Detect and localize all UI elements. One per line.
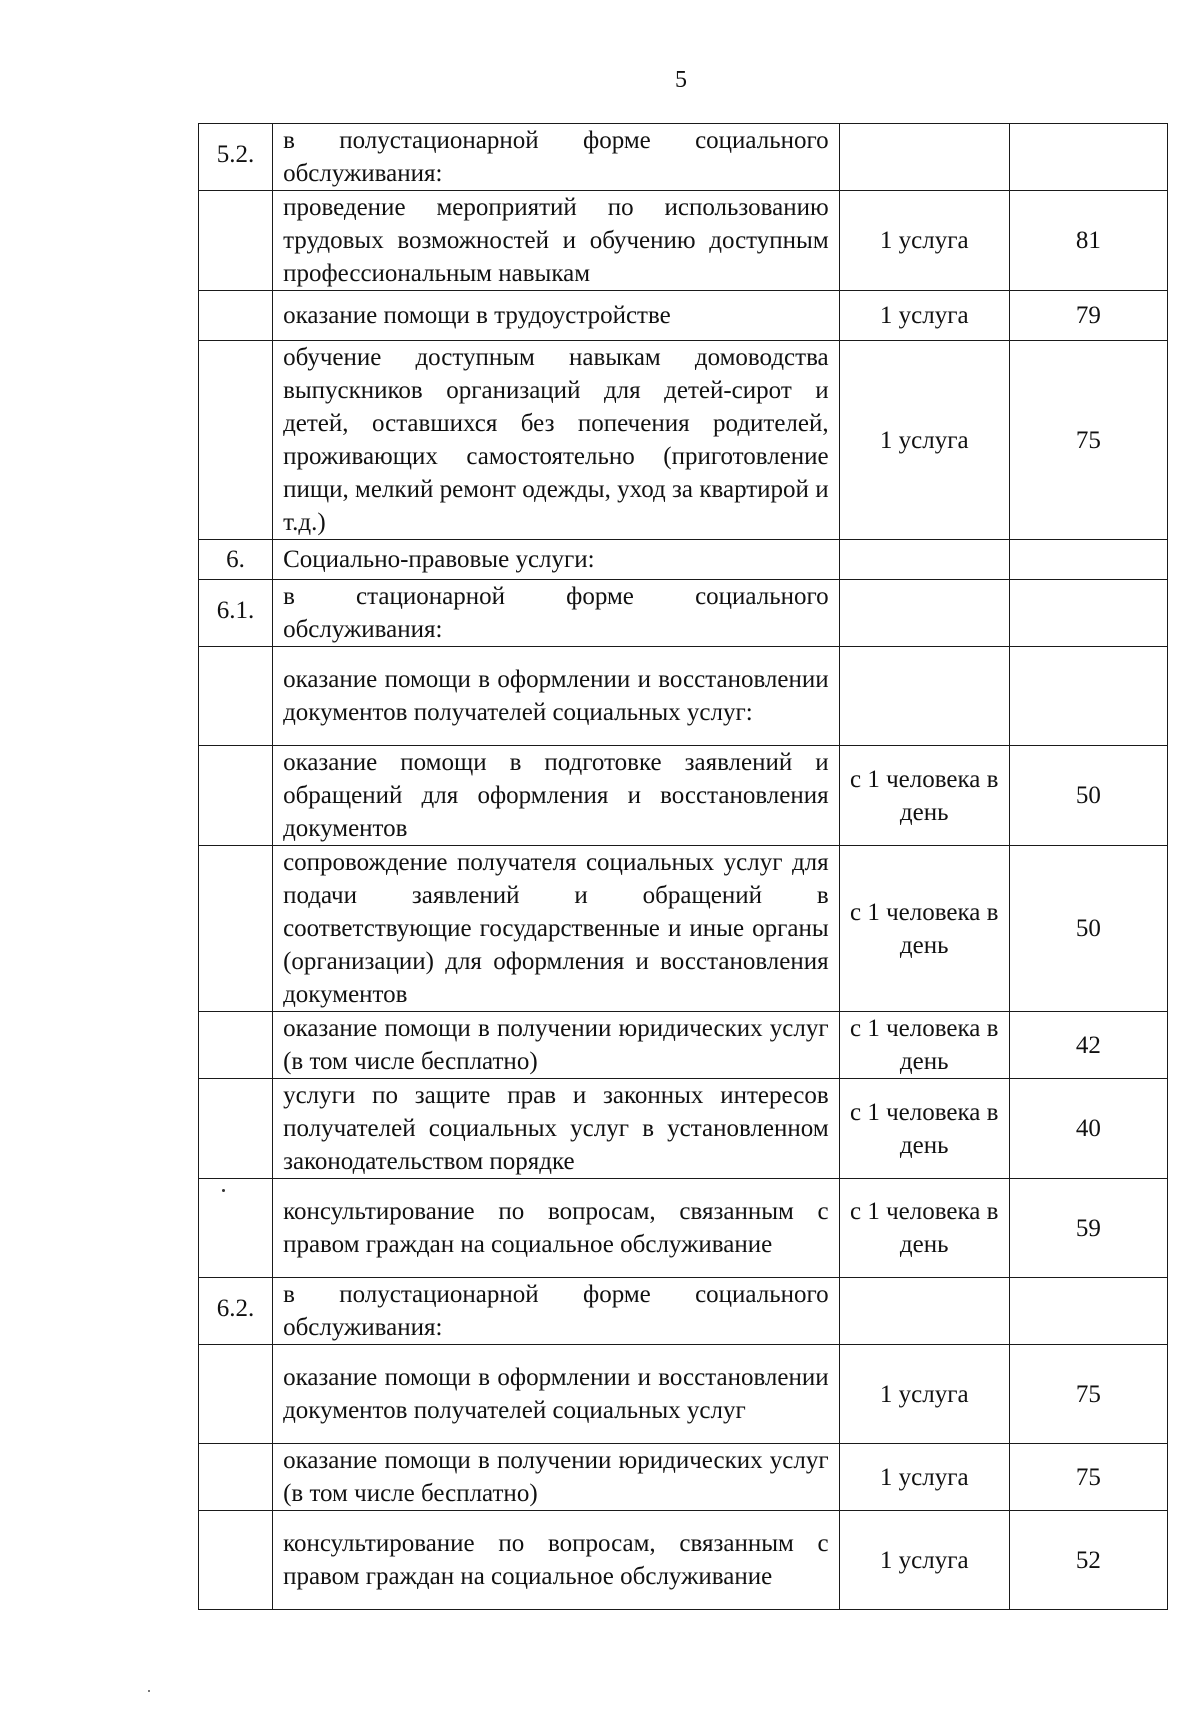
row-number-cell: 6.1.: [199, 580, 273, 647]
unit-of-measure-cell: с 1 человека в день: [839, 746, 1009, 846]
service-description-cell: услуги по защите прав и законных интересов получателей социальных услуг в установленном законодательством порядке: [273, 1079, 840, 1179]
row-number-cell: [199, 647, 273, 746]
unit-of-measure-cell: 1 услуга: [839, 1511, 1009, 1610]
rate-value-cell: [1009, 124, 1167, 191]
rate-value-cell: 50: [1009, 746, 1167, 846]
unit-of-measure-cell: 1 услуга: [839, 1444, 1009, 1511]
unit-of-measure-cell: 1 услуга: [839, 191, 1009, 291]
unit-of-measure-cell: с 1 человека в день: [839, 846, 1009, 1012]
rate-value-cell: 40: [1009, 1079, 1167, 1179]
row-number-cell: [199, 191, 273, 291]
unit-of-measure-cell: 1 услуга: [839, 1345, 1009, 1444]
rate-value-cell: 42: [1009, 1012, 1167, 1079]
service-description-cell: проведение мероприятий по использованию трудовых возможностей и обучению доступным профессиональным навыкам: [273, 191, 840, 291]
rate-value-cell: 59: [1009, 1179, 1167, 1278]
scan-speck-mark: [148, 1690, 150, 1692]
page-number: 5: [675, 67, 687, 93]
unit-of-measure-cell: 1 услуга: [839, 291, 1009, 341]
service-description-cell: оказание помощи в получении юридических услуг (в том числе бесплатно): [273, 1444, 840, 1511]
unit-of-measure-cell: [839, 1278, 1009, 1345]
rate-value-cell: [1009, 580, 1167, 647]
service-description-cell: консультирование по вопросам, связанным с правом граждан на социальное обслуживание: [273, 1179, 840, 1278]
unit-of-measure-cell: [839, 647, 1009, 746]
service-description-cell: оказание помощи в подготовке заявлений и обращений для оформления и восстановления документов: [273, 746, 840, 846]
rate-value-cell: [1009, 647, 1167, 746]
unit-of-measure-cell: 1 услуга: [839, 341, 1009, 540]
rate-value-cell: 81: [1009, 191, 1167, 291]
rate-value-cell: [1009, 1278, 1167, 1345]
service-description-cell: оказание помощи в оформлении и восстановлении документов получателей социальных услуг:: [273, 647, 840, 746]
table-row: [199, 341, 1168, 540]
row-number-cell: [199, 1079, 273, 1179]
row-number-cell: 6.2.: [199, 1278, 273, 1345]
table-row: [199, 1511, 1168, 1610]
service-description-cell: в стационарной форме социального обслуживания:: [273, 580, 840, 647]
service-description-cell: сопровождение получателя социальных услуг для подачи заявлений и обращений в соответствующие государственные и иные органы (организации) для оформления и восстановления документов: [273, 846, 840, 1012]
unit-of-measure-cell: с 1 человека в день: [839, 1079, 1009, 1179]
table-row: [199, 1179, 1168, 1278]
row-number-cell: [199, 746, 273, 846]
row-number-cell: [199, 291, 273, 341]
row-number-cell: 6.: [199, 540, 273, 580]
table-row: [199, 291, 1168, 341]
table-row: [199, 1012, 1168, 1079]
table-row: [199, 191, 1168, 291]
service-description-cell: оказание помощи в оформлении и восстановлении документов получателей социальных услуг: [273, 1345, 840, 1444]
rate-value-cell: 50: [1009, 846, 1167, 1012]
row-number-cell: [199, 1012, 273, 1079]
service-description-cell: консультирование по вопросам, связанным с правом граждан на социальное обслуживание: [273, 1511, 840, 1610]
table-row: [199, 540, 1168, 580]
unit-of-measure-cell: с 1 человека в день: [839, 1179, 1009, 1278]
row-number-cell: [199, 1179, 273, 1278]
table-row: [199, 746, 1168, 846]
row-number-cell: [199, 1511, 273, 1610]
rate-value-cell: 75: [1009, 341, 1167, 540]
table-row: [199, 1278, 1168, 1345]
row-number-cell: [199, 1345, 273, 1444]
service-description-cell: в полустационарной форме социального обслуживания:: [273, 1278, 840, 1345]
service-description-cell: оказание помощи в получении юридических услуг (в том числе бесплатно): [273, 1012, 840, 1079]
table-row: [199, 1345, 1168, 1444]
unit-of-measure-cell: [839, 540, 1009, 580]
stray-dot-mark: [222, 1189, 225, 1192]
row-number-cell: [199, 1444, 273, 1511]
service-description-cell: оказание помощи в трудоустройстве: [273, 291, 840, 341]
row-number-cell: [199, 341, 273, 540]
rate-value-cell: [1009, 540, 1167, 580]
rate-value-cell: 52: [1009, 1511, 1167, 1610]
unit-of-measure-cell: [839, 124, 1009, 191]
row-number-cell: [199, 846, 273, 1012]
rate-value-cell: 79: [1009, 291, 1167, 341]
table-row: [199, 580, 1168, 647]
service-description-cell: Социально-правовые услуги:: [273, 540, 840, 580]
unit-of-measure-cell: [839, 580, 1009, 647]
unit-of-measure-cell: с 1 человека в день: [839, 1012, 1009, 1079]
table-row: [199, 647, 1168, 746]
table-body: [199, 124, 1168, 1610]
table-row: [199, 846, 1168, 1012]
rate-value-cell: 75: [1009, 1444, 1167, 1511]
row-number-cell: 5.2.: [199, 124, 273, 191]
service-description-cell: в полустационарной форме социального обслуживания:: [273, 124, 840, 191]
service-description-cell: обучение доступным навыкам домоводства выпускников организаций для детей-сирот и детей, оставшихся без попечения родителей, проживающих самостоятельно (приготовление пищи, мелкий ремонт одежды, уход за квартирой и т.д.): [273, 341, 840, 540]
table-row: [199, 124, 1168, 191]
table-row: [199, 1444, 1168, 1511]
rate-value-cell: 75: [1009, 1345, 1167, 1444]
table-row: [199, 1079, 1168, 1179]
services-table: [198, 123, 1168, 1610]
